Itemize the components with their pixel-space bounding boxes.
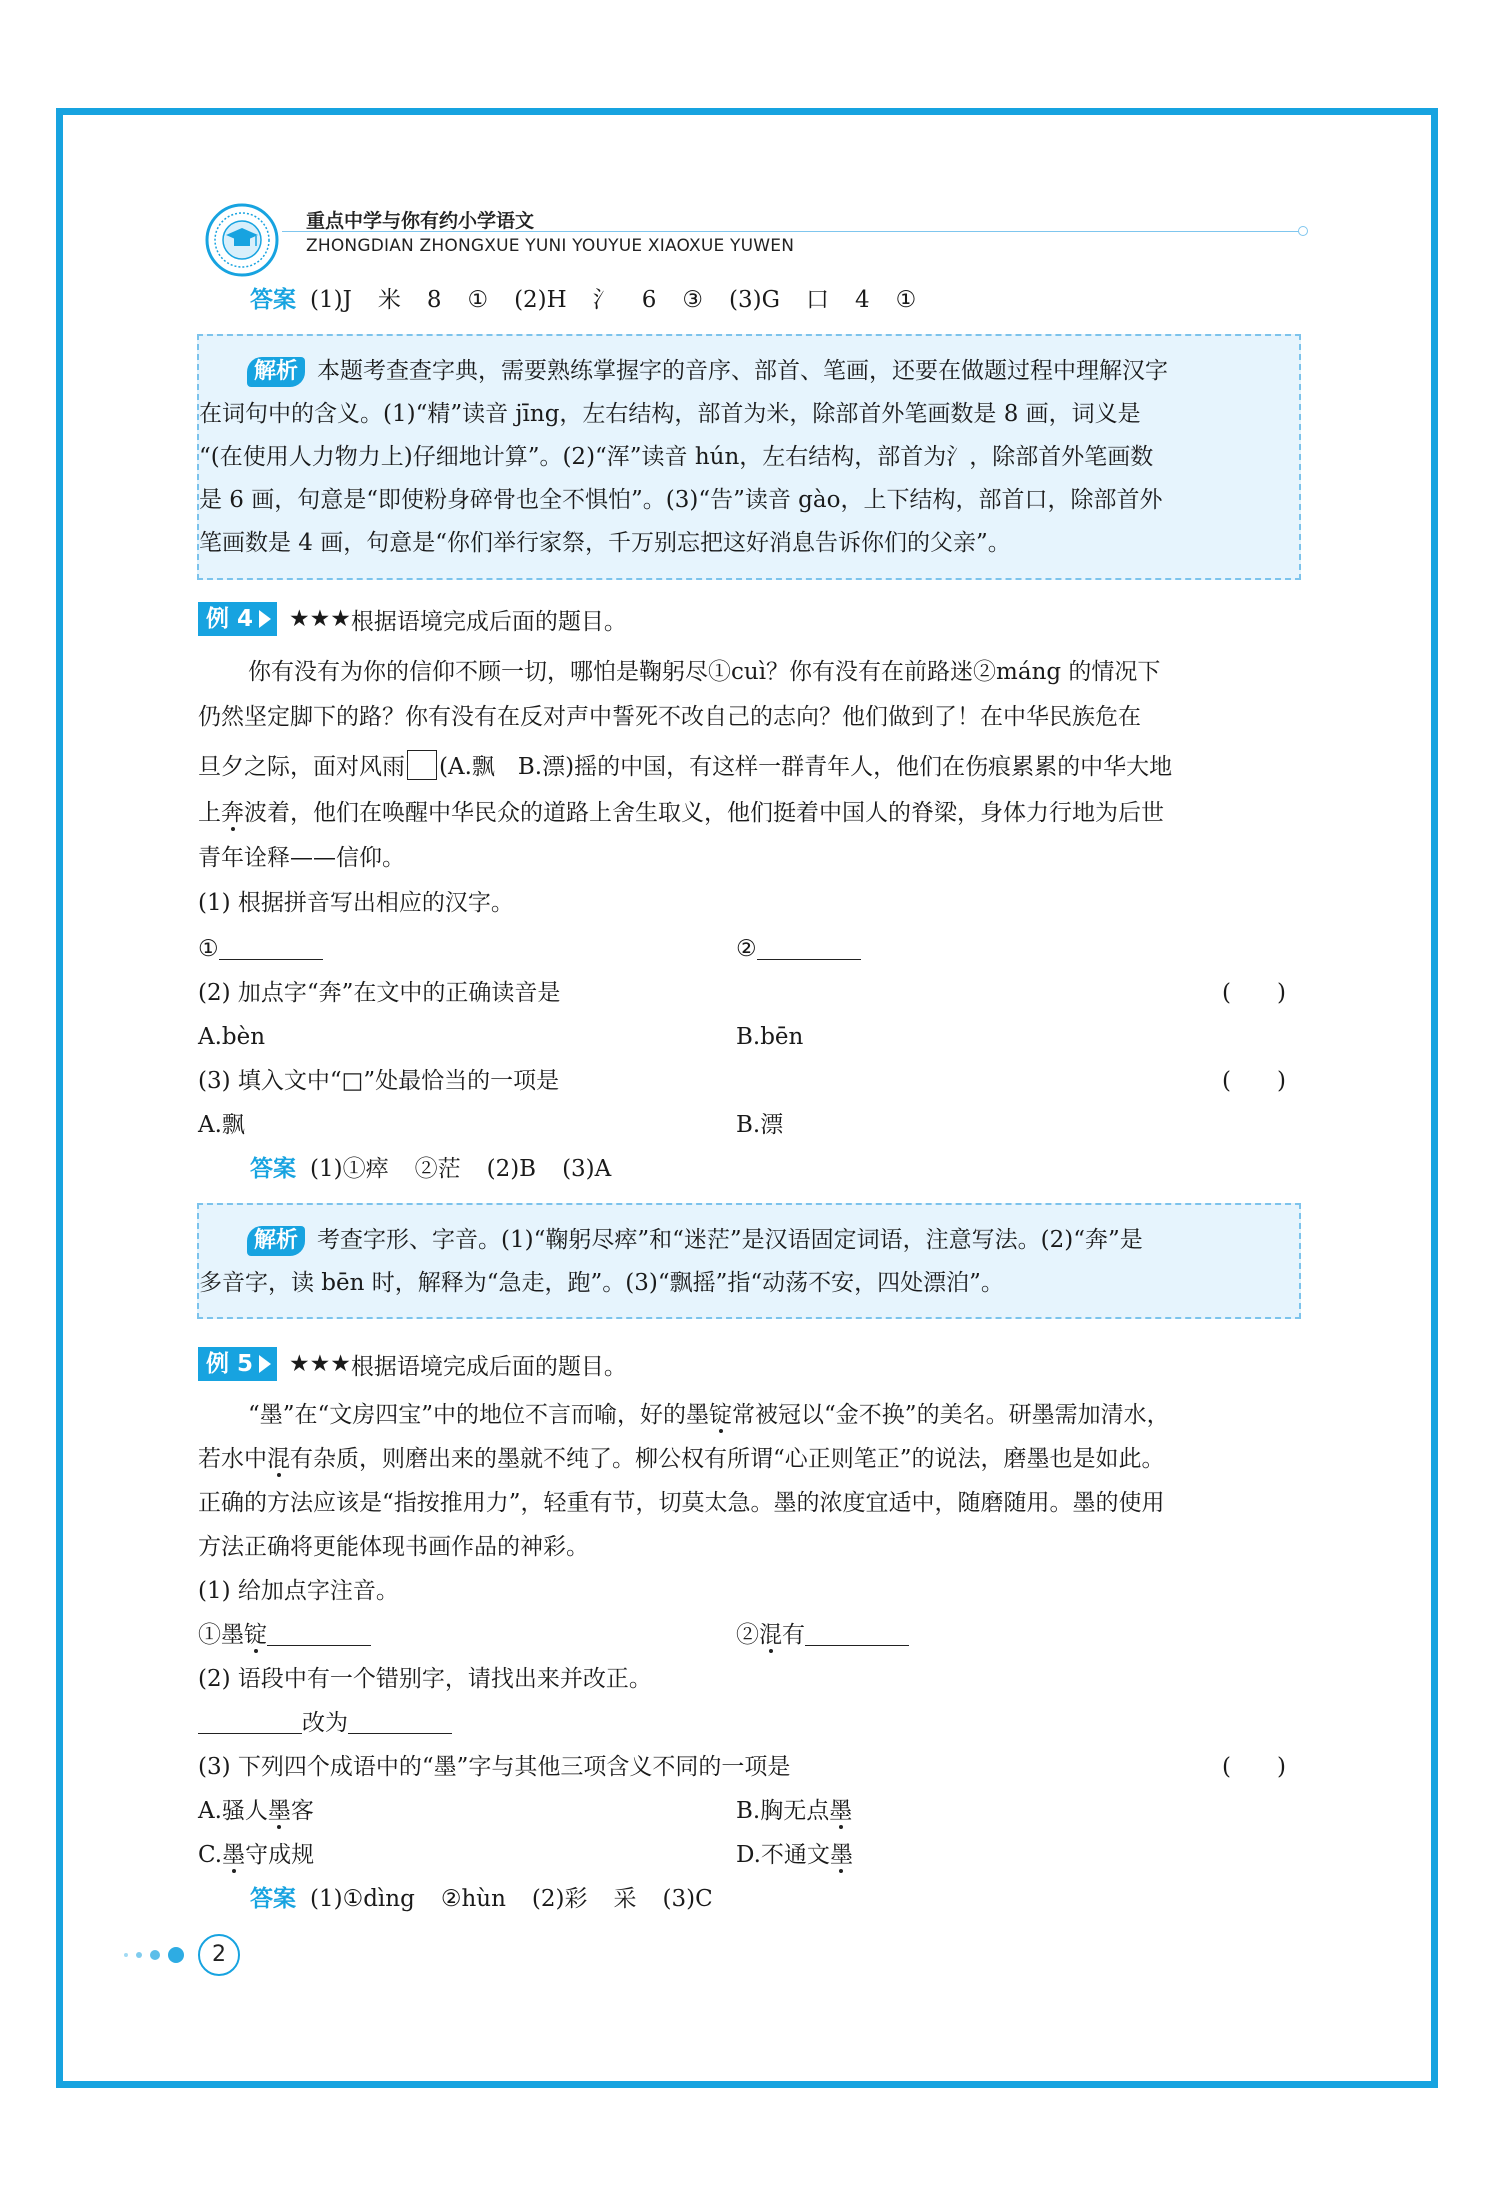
q4-3-option-a: A.飘 xyxy=(198,1112,245,1138)
dotted-char: 锭 xyxy=(244,1622,267,1648)
q5-1: (1) 给加点字注音。 xyxy=(198,1578,399,1604)
answer-parens[interactable]: ( ) xyxy=(1222,980,1286,1006)
q4-3-option-b: B.漂 xyxy=(736,1112,784,1138)
analysis-line: 笔画数是 4 画，句意是“你们举行家祭，千万别忘把这好消息告诉你们的父亲”。 xyxy=(199,530,1011,556)
q5-3-option-a: A.骚人墨客 xyxy=(198,1798,314,1824)
analysis-badge: 解析 xyxy=(247,357,305,387)
dotted-char: 墨 xyxy=(829,1798,853,1824)
answer-text: (1)J 米 8 ① (2)H 氵 6 ③ (3)G 口 4 ① xyxy=(310,287,917,313)
analysis-line: 解析 考查字形、字音。(1)“鞠躬尽瘁”和“迷茫”是汉语固定词语，注意写法。(2)“奔”是 xyxy=(247,1225,1143,1256)
analysis-badge: 解析 xyxy=(247,1226,305,1256)
q5-3: (3) 下列四个成语中的“墨”字与其他三项含义不同的一项是 xyxy=(198,1754,791,1780)
book-title: 重点中学与你有约小学语文 xyxy=(306,210,535,232)
book-subtitle: ZHONGDIAN ZHONGXUE YUNI YOUYUE XIAOXUE YUWEN xyxy=(306,236,795,256)
analysis-line: 是 6 画，句意是“即使粉身碎骨也全不惧怕”。(3)“告”读音 gào，上下结构，部首口，除部首外 xyxy=(199,487,1163,513)
analysis-line: 解析 本题考查查字典，需要熟练掌握字的音序、部首、笔画，还要在做题过程中理解汉字 xyxy=(247,356,1168,387)
header-rule-end-dot xyxy=(1298,226,1308,236)
q5-3-option-b: B.胸无点墨 xyxy=(736,1798,853,1824)
difficulty-stars: ★★★ xyxy=(289,1351,351,1377)
page-dot-icon xyxy=(124,1953,128,1957)
fill-in-box[interactable] xyxy=(407,750,437,780)
answer-blank[interactable] xyxy=(757,934,861,960)
q5-2-correction: 改为 xyxy=(198,1708,452,1738)
analysis-line: “(在使用人力物力上)仔细地计算”。(2)“浑”读音 hún，左右结构，部首为氵，除部首外笔画数 xyxy=(199,444,1154,470)
passage4-line4: 上奔波着，他们在唤醒中华民众的道路上舍生取义，他们挺着中国人的脊梁，身体力行地为后世 xyxy=(198,800,1164,826)
passage5-line1: “墨”在“文房四宝”中的地位不言而喻，好的墨锭常被冠以“金不换”的美名。研墨需加清水， xyxy=(248,1402,1170,1428)
dotted-char: 奔 xyxy=(221,800,244,826)
school-logo-icon xyxy=(204,202,280,278)
passage4-line2: 仍然坚定脚下的路？你有没有在反对声中誓死不改自己的志向？他们做到了！在中华民族危在 xyxy=(198,704,1141,730)
page-dot-icon xyxy=(150,1950,160,1960)
answer-blank[interactable] xyxy=(348,1708,452,1734)
page-dot-icon xyxy=(168,1947,184,1963)
answer-label: 答案 xyxy=(250,287,296,313)
answer-line-block1 xyxy=(250,285,916,315)
dotted-char: 锭 xyxy=(709,1402,733,1428)
passage4-line3: 旦夕之际，面对风雨 (A.飘 B.漂)摇的中国，有这样一群青年人，他们在伤痕累累的中华大地 xyxy=(198,750,1172,782)
example-4-heading xyxy=(198,602,627,636)
analysis-box-example4 xyxy=(197,1203,1301,1319)
passage5-line4: 方法正确将更能体现书画作品的神彩。 xyxy=(198,1534,589,1560)
passage5-line3: 正确的方法应该是“指按推用力”，轻重有节，切莫太急。墨的浓度宜适中，随磨随用。墨的使用 xyxy=(198,1490,1165,1516)
answer-line-example4 xyxy=(250,1154,611,1184)
answer-parens[interactable]: ( ) xyxy=(1222,1754,1286,1780)
analysis-box-block1 xyxy=(197,334,1301,580)
play-triangle-icon xyxy=(259,1355,271,1373)
answer-text: (1)①dìng ②hùn (2)彩 采 (3)C xyxy=(310,1886,713,1912)
analysis-line: 在词句中的含义。(1)“精”读音 jīng，左右结构，部首为米，除部首外笔画数是 8 画，词义是 xyxy=(199,401,1141,427)
dotted-char: 墨 xyxy=(267,1798,291,1824)
difficulty-stars: ★★★ xyxy=(289,606,351,632)
q4-1-blank-a: ① xyxy=(198,934,323,964)
answer-blank[interactable] xyxy=(219,934,323,960)
analysis-line: 多音字，读 bēn 时，解释为“急走，跑”。(3)“飘摇”指“动荡不安，四处漂泊”。 xyxy=(199,1270,1004,1296)
q4-3: (3) 填入文中“□”处最恰当的一项是 xyxy=(198,1068,560,1094)
q5-2: (2) 语段中有一个错别字，请找出来并改正。 xyxy=(198,1666,652,1692)
answer-label: 答案 xyxy=(250,1156,296,1182)
q4-2: (2) 加点字“奔”在文中的正确读音是 xyxy=(198,980,561,1006)
example-4-prompt: 根据语境完成后面的题目。 xyxy=(350,608,627,635)
answer-blank[interactable] xyxy=(805,1620,909,1646)
example-5-tag: 例 5 xyxy=(198,1347,277,1381)
answer-label: 答案 xyxy=(250,1886,296,1912)
play-triangle-icon xyxy=(259,610,271,628)
q4-2-option-b: B.bēn xyxy=(736,1024,804,1050)
page-number: 2 xyxy=(198,1934,240,1976)
answer-blank[interactable] xyxy=(267,1620,371,1646)
example-5-prompt: 根据语境完成后面的题目。 xyxy=(350,1353,627,1380)
q4-2-option-a: A.bèn xyxy=(198,1024,266,1050)
answer-blank[interactable] xyxy=(198,1708,302,1734)
dotted-char: 混 xyxy=(759,1622,782,1648)
q5-1-item-a: ①墨锭 xyxy=(198,1620,371,1650)
q5-3-option-d: D.不通文墨 xyxy=(736,1842,853,1868)
q4-1-blank-b: ② xyxy=(736,934,861,964)
q4-1: (1) 根据拼音写出相应的汉字。 xyxy=(198,890,514,916)
example-5-heading xyxy=(198,1347,627,1381)
page-dot-icon xyxy=(136,1952,142,1958)
answer-line-example5 xyxy=(250,1884,713,1914)
dotted-char: 墨 xyxy=(829,1842,853,1868)
passage5-line2: 若水中混有杂质，则磨出来的墨就不纯了。柳公权有所谓“心正则笔正”的说法，磨墨也是如此。 xyxy=(198,1446,1165,1472)
q5-1-item-b: ②混有 xyxy=(736,1620,909,1650)
q5-3-option-c: C.墨守成规 xyxy=(198,1842,315,1868)
example-4-tag: 例 4 xyxy=(198,602,277,636)
dotted-char: 混 xyxy=(267,1446,290,1472)
answer-text: (1)①瘁 ②茫 (2)B (3)A xyxy=(310,1156,612,1182)
answer-parens[interactable]: ( ) xyxy=(1222,1068,1286,1094)
dotted-char: 墨 xyxy=(222,1842,246,1868)
passage4-line5: 青年诠释——信仰。 xyxy=(198,845,405,871)
passage4-line1: 你有没有为你的信仰不顾一切，哪怕是鞠躬尽①cuì？你有没有在前路迷②máng 的情况下 xyxy=(248,659,1161,685)
